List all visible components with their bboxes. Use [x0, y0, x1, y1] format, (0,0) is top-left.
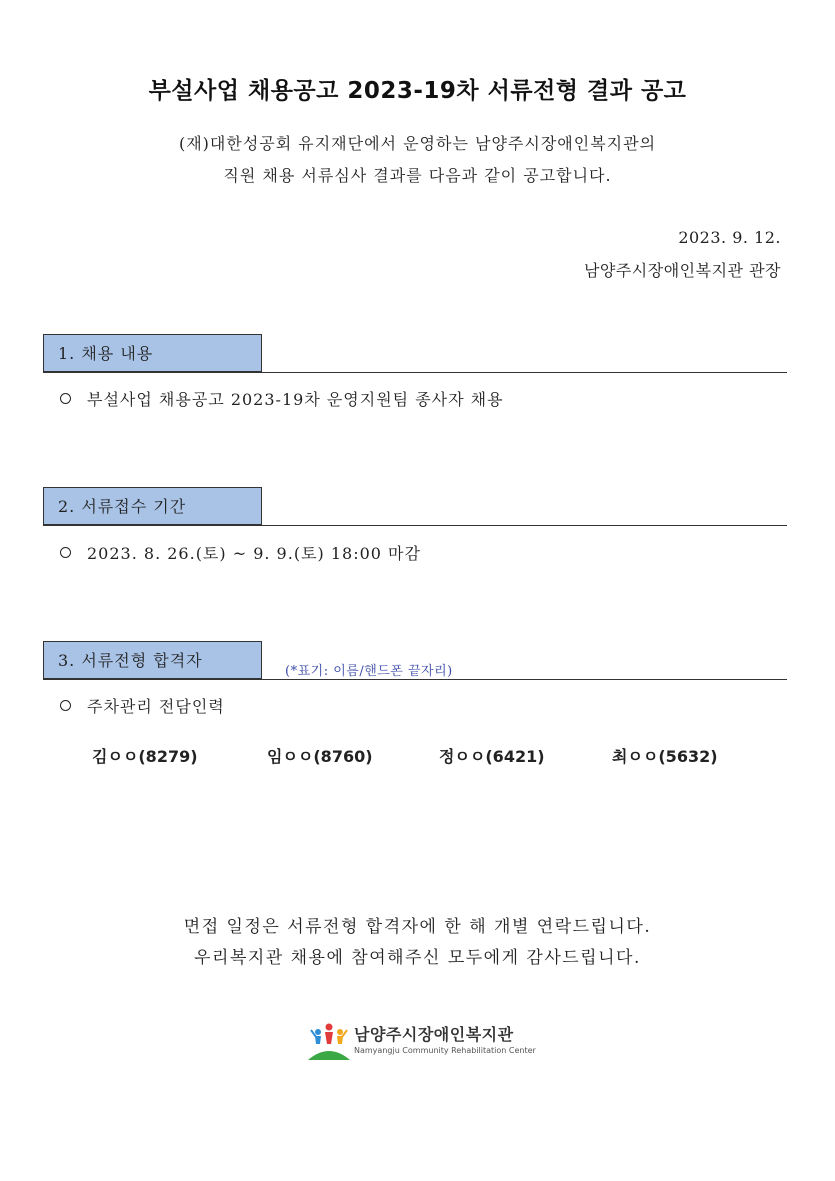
logo-emblem-icon: [306, 1020, 352, 1064]
section-3-heading: 3. 서류전형 합격자: [43, 641, 262, 679]
organization-logo: [306, 1020, 536, 1064]
intro-line-1: (재)대한성공회 유지재단에서 운영하는 남양주시장애인복지관의: [178, 134, 657, 153]
section-1-bullet: [60, 387, 504, 410]
section-1-rule: [43, 372, 787, 373]
section-2-bullet-text: 2023. 8. 26.(토) ~ 9. 9.(토) 18:00 마감: [87, 544, 421, 563]
candidate-item: 최ㅇㅇ(5632): [612, 747, 718, 766]
candidate-item: 정ㅇㅇ(6421): [439, 747, 545, 766]
circle-bullet-icon: [60, 547, 71, 558]
issuer: 남양주시장애인복지관 관장: [583, 261, 781, 280]
section-2-rule: [43, 525, 787, 526]
section-3-rule: [43, 679, 787, 680]
logo-name: 남양주시장애인복지관: [354, 1025, 514, 1044]
section-1-bullet-text: 부설사업 채용공고 2023-19차 운영지원팀 종사자 채용: [87, 390, 504, 409]
page-title: 부설사업 채용공고 2023-19차 서류전형 결과 공고: [148, 78, 687, 104]
closing-line-2: 우리복지관 채용에 참여해주신 모두에게 감사드립니다.: [194, 948, 641, 968]
logo-english-name: Namyangju Community Rehabilitation Center: [354, 1046, 536, 1055]
announcement-date: 2023. 9. 12.: [678, 228, 781, 247]
circle-bullet-icon: [60, 393, 71, 404]
closing-line-1: 면접 일정은 서류전형 합격자에 한 해 개별 연락드립니다.: [183, 917, 652, 937]
intro-line-2: 직원 채용 서류심사 결과를 다음과 같이 공고합니다.: [223, 166, 612, 185]
section-3-note: (*표기: 이름/핸드폰 끝자리): [285, 664, 453, 679]
candidate-item: 임ㅇㅇ(8760): [267, 747, 373, 766]
section-2-bullet: [60, 541, 421, 564]
circle-bullet-icon: [60, 700, 71, 711]
section-3-bullet: [60, 694, 225, 717]
section-1-heading: 1. 채용 내용: [43, 334, 262, 372]
section-2-heading: 2. 서류접수 기간: [43, 487, 262, 525]
section-3-bullet-text: 주차관리 전담인력: [87, 697, 225, 716]
candidate-item: 김ㅇㅇ(8279): [92, 747, 198, 766]
